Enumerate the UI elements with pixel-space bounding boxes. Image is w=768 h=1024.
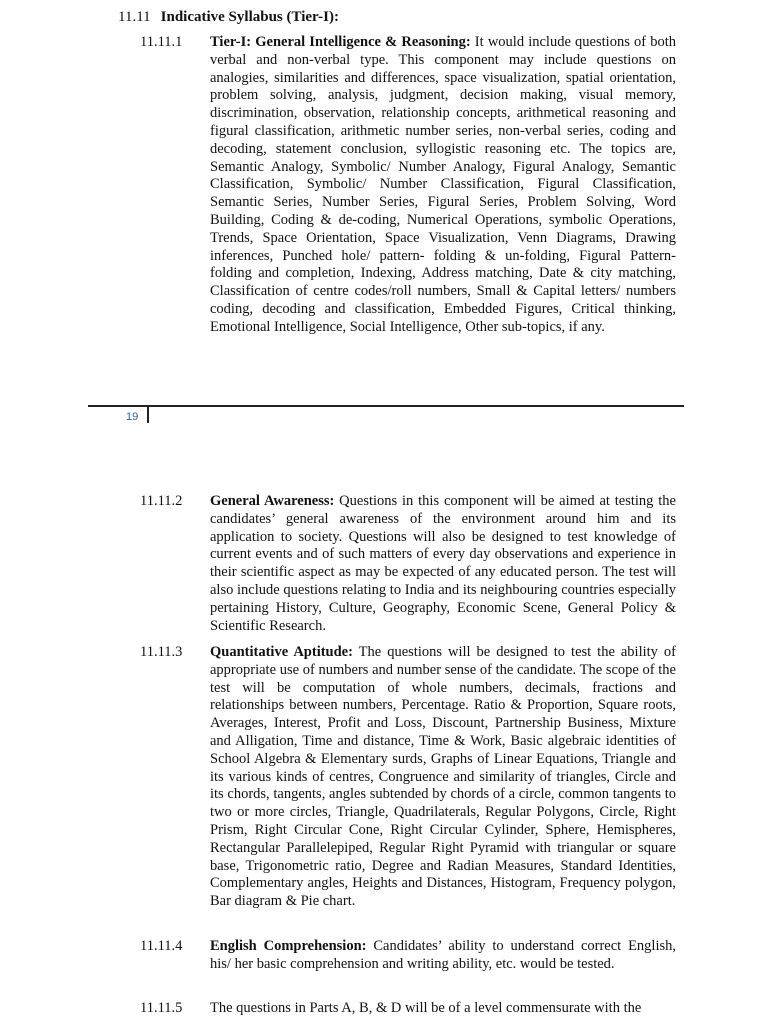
section-text: It would include questions of both verbal and non-verbal type. This component may include questions on analogies, similarities and differences, space visualization, spatial orientation, problem solving, analysis, judgment, decision making, visual memory, discrimination, observation, relationship concepts, arithmetical reasoning and figural classification, arithmetic number series, non-verbal series, coding and decoding, statement conclusion, syllogistic reasoning etc. The topics are, Semantic Analogy, Symbolic/ Number Analogy, Figural Analogy, Semantic Classification, Symbolic/ Number Classification, Figural Classification, Semantic Series, Number Series, Figural Series, Problem Solving, Word Building, Coding & de-coding, Numerical Operations, symbolic Operations, Trends, Space Orientation, Space Visualization, Venn Diagrams, Drawing inferences, Punched hole/ pattern- folding & un-folding, Figural Pattern- folding and completion, Indexing, Address matching, Date & city matching, Classification of centre codes/roll numbers, Small & Capital letters/ numbers coding, decoding and classification, Embedded Figures, Critical thinking, Emotional Intelligence, Social Intelligence, Other sub-topics, if any.: [210, 34, 676, 335]
section-heading: [118, 8, 339, 26]
page-break-tick: [147, 405, 149, 423]
page-break-rule: [88, 405, 684, 407]
section-title: Quantitative Aptitude:: [210, 644, 353, 660]
section-number: 11.11.2: [140, 493, 183, 509]
heading-title: Indicative Syllabus (Tier-I):: [160, 9, 339, 25]
section-text: Candidates’ ability to understand correct English, his/ her basic comprehension and writing ability, etc. would be tested.: [210, 938, 677, 972]
section-text: The questions in Parts A, B, & D will be of a level commensurate with the: [210, 1000, 642, 1016]
section-body: [210, 644, 676, 911]
section-number: 11.11.1: [140, 34, 183, 50]
section-body: [210, 493, 676, 635]
section-number: 11.11.4: [140, 938, 183, 954]
section-text: Questions in this component will be aimed at testing the candidates’ general awareness of the environment around him and its application to society. Questions will also be designed to test knowledge of current events and of such matters of every day observations and experience in their scientific aspect as may be expected of any educated person. The test will also include questions relating to India and its neighbouring countries especially pertaining History, Culture, Geography, Economic Scene, General Policy & Scientific Research.: [210, 493, 676, 634]
section-body: [210, 34, 676, 337]
section-body: [210, 1000, 676, 1018]
section-title: General Awareness:: [210, 493, 335, 509]
heading-number: 11.11: [118, 9, 151, 25]
section-number: 11.11.3: [140, 644, 183, 660]
section-title: English Comprehension:: [210, 938, 367, 954]
section-text: The questions will be designed to test the ability of appropriate use of numbers and number sense of the candidate. The scope of the test will be computation of whole numbers, decimals, fractions and relationships between numbers, Percentage. Ratio & Proportion, Square roots, Averages, Interest, Profit and Loss, Discount, Partnership Business, Mixture and Alligation, Time and distance, Time & Work, Basic algebraic identities of School Algebra & Elementary surds, Graphs of Linear Equations, Triangle and its various kinds of centres, Congruence and similarity of triangles, Circle and its chords, tangents, angles subtended by chords of a circle, common tangents to two or more circles, Triangle, Quadrilaterals, Regular Polygons, Circle, Right Prism, Right Circular Cone, Right Circular Cylinder, Sphere, Hemispheres, Rectangular Parallelepiped, Regular Right Pyramid with triangular or square base, Trigonometric ratio, Degree and Radian Measures, Standard Identities, Complementary angles, Heights and Distances, Histogram, Frequency polygon, Bar diagram & Pie chart.: [210, 644, 676, 910]
page-number: 19: [126, 411, 139, 423]
section-number: 11.11.5: [140, 1000, 183, 1016]
section-title: Tier-I: General Intelligence & Reasoning:: [210, 34, 471, 50]
section-body: [210, 938, 676, 974]
